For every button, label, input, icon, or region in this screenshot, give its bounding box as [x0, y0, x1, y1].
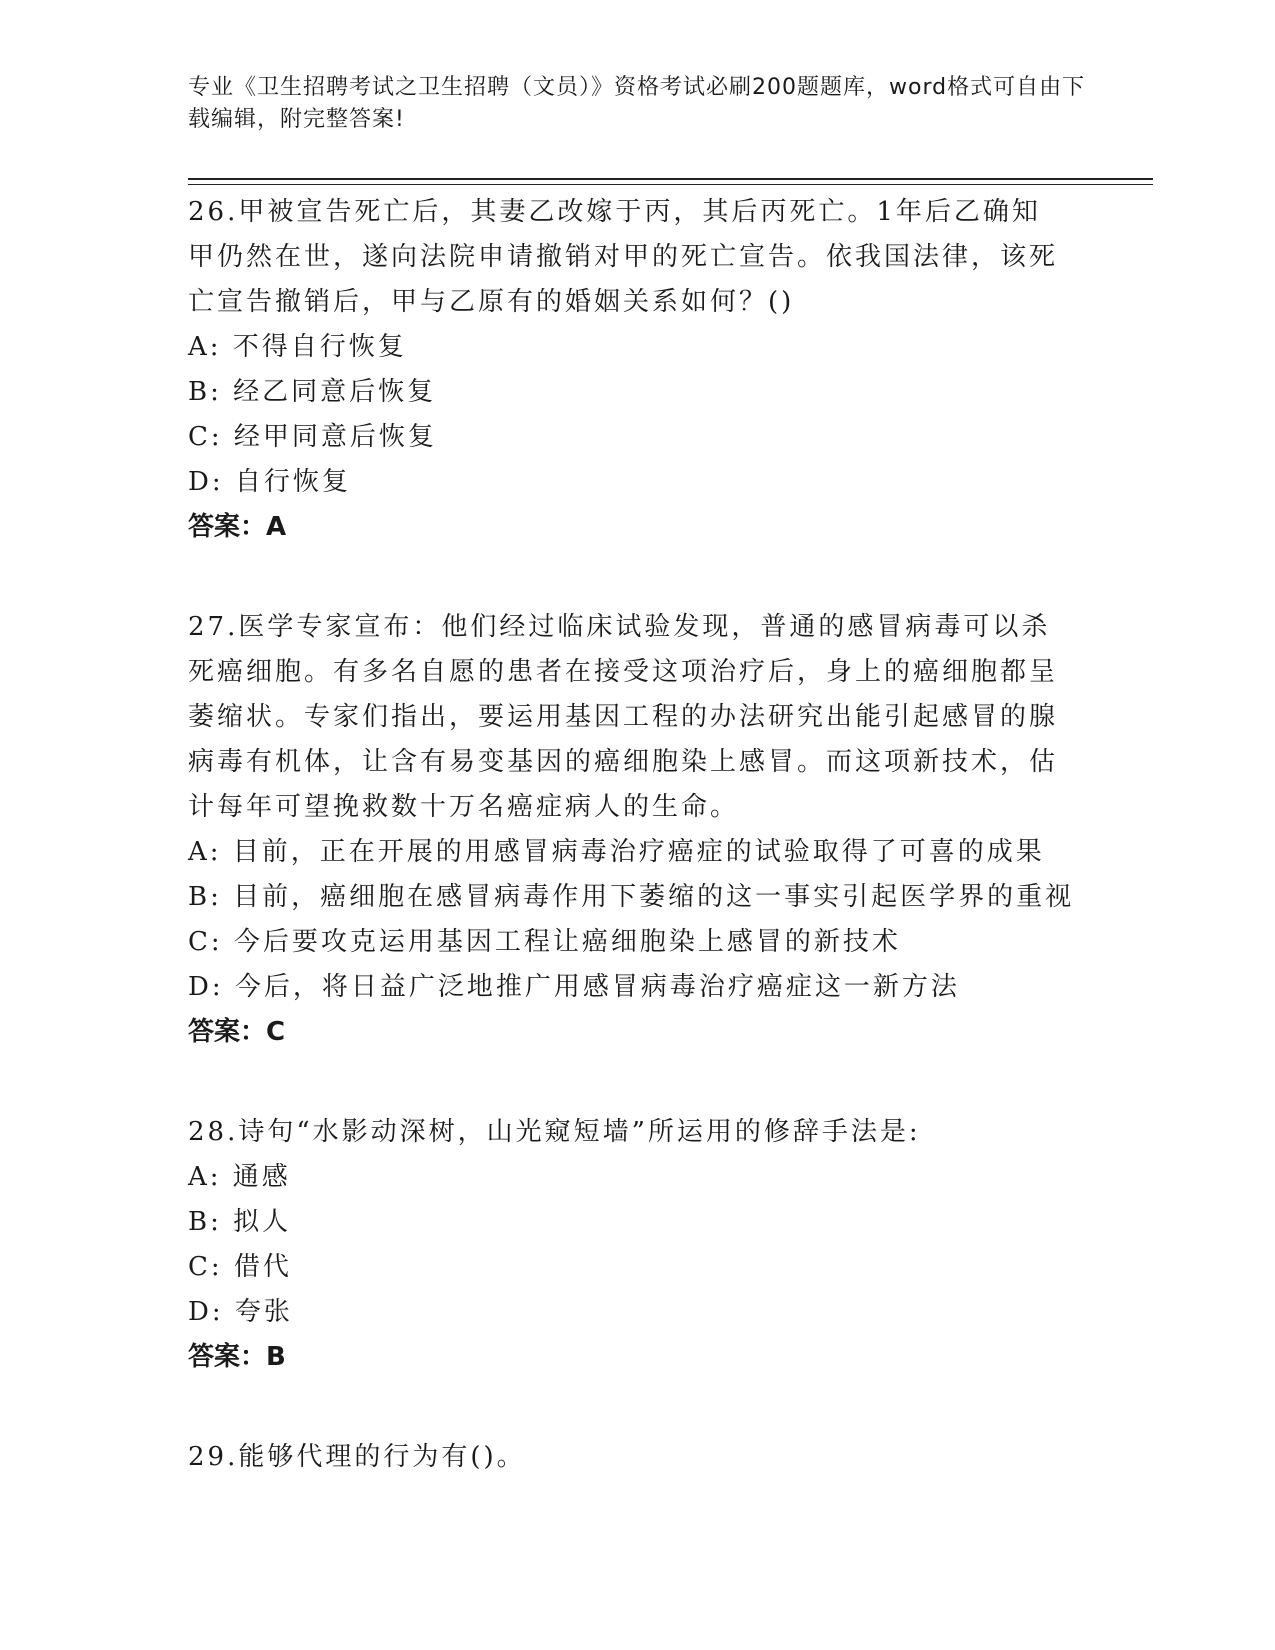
- question-26: [188, 190, 1088, 550]
- question-text: 29.能够代理的行为有()。: [188, 1442, 526, 1472]
- header-divider-thick: [188, 178, 1153, 180]
- question-text: 27.医学专家宣布：他们经过临床试验发现，普通的感冒病毒可以杀死癌细胞。有多名自愿的患者在接受这项治疗后，身上的癌细胞都呈萎缩状。专家们指出，要运用基因工程的办法研究出能引起感冒的腺病毒有机体，让含有易变基因的癌细胞染上感冒。而这项新技术，估计每年可望挽救数十万名癌症病人的生命。: [188, 612, 1059, 822]
- option-d: D: 今后，将日益广泛地推广用感冒病毒治疗癌症这一新方法: [188, 972, 960, 1002]
- option-a: A: 目前，正在开展的用感冒病毒治疗癌症的试验取得了可喜的成果: [188, 837, 1045, 867]
- answer: 答案：C: [188, 1017, 286, 1047]
- option-a: A: 不得自行恢复: [188, 332, 407, 362]
- answer: 答案：A: [188, 512, 287, 542]
- question-28: [188, 1110, 1088, 1380]
- option-b: B: 目前，癌细胞在感冒病毒作用下萎缩的这一事实引起医学界的重视: [188, 882, 1075, 912]
- option-d: D: 夸张: [188, 1297, 293, 1327]
- option-c: C: 借代: [188, 1252, 292, 1282]
- header-divider-thin: [188, 184, 1153, 185]
- question-text: 26.甲被宣告死亡后，其妻乙改嫁于丙，其后丙死亡。1年后乙确知甲仍然在世，遂向法院申请撤销对甲的死亡宣告。依我国法律，该死亡宣告撤销后，甲与乙原有的婚姻关系如何？(): [188, 197, 1059, 317]
- question-text: 28.诗句“水影动深树，山光窥短墙”所运用的修辞手法是:: [188, 1117, 921, 1147]
- question-29: [188, 1435, 1088, 1480]
- option-c: C: 经甲同意后恢复: [188, 422, 437, 452]
- option-b: B: 经乙同意后恢复: [188, 377, 437, 407]
- document-header: [188, 72, 1088, 136]
- answer: 答案：B: [188, 1342, 286, 1372]
- header-text: 专业《卫生招聘考试之卫生招聘（文员）》资格考试必刷200题题库，word格式可自由下载编辑，附完整答案!: [188, 75, 1086, 132]
- question-27: [188, 605, 1088, 1055]
- option-a: A: 通感: [188, 1162, 291, 1192]
- option-d: D: 自行恢复: [188, 467, 351, 497]
- question-list: [188, 190, 1088, 1535]
- option-b: B: 拟人: [188, 1207, 292, 1237]
- option-c: C: 今后要攻克运用基因工程让癌细胞染上感冒的新技术: [188, 927, 901, 957]
